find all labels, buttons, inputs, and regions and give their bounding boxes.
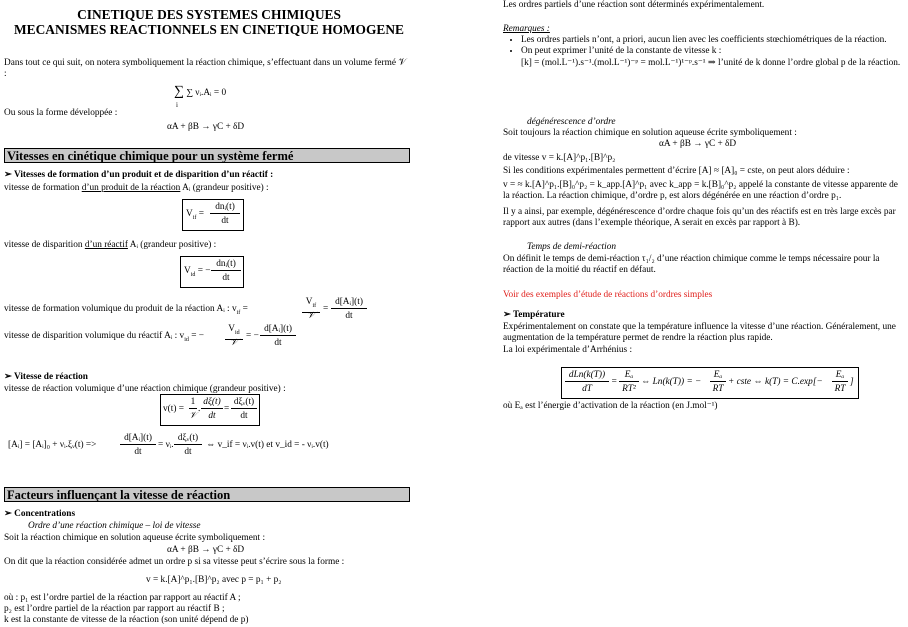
conc-eq-f2-den: dt (184, 447, 192, 457)
volumic-disparition-text: vitesse de disparition volumique du réactif Aᵢ : v (4, 331, 185, 341)
examples-link[interactable]: Voir des exemples d’étude de réactions d’ordres simples (503, 290, 713, 300)
arrhenius-end: ] (850, 377, 854, 387)
remark-2 (521, 46, 905, 69)
subheading-reaction-rate: ➢ Vitesse de réaction (4, 372, 88, 382)
formation-eq-denominator: dt (221, 216, 229, 226)
arrhenius-f1-den: dT (582, 384, 592, 394)
formation-post: Aᵢ (grandeur positive) : (180, 183, 269, 193)
arrhenius-f2-num: Eₐ (619, 370, 639, 382)
developed-label: Ou sous la forme développée : (4, 108, 118, 118)
degeneracy-text-4: Il y a ainsi, par exemple, dégénérescence d’ordre chaque fois qu’un des réactifs est en très large excès par rapport aux autres (dans l’exemple théorique, A serait en excès par rapport à B). (503, 207, 896, 229)
arrhenius-mid-2: + cste ⇔ k(T) = C.exp[− (728, 377, 823, 387)
arrhenius-equation-box: dLn(k(T)) dT = Eₐ RT² ⇔ Ln(k(T)) = − Eₐ RT + cste ⇔ k(T) = C.exp[− Eₐ RT ] (561, 367, 859, 399)
remark-2-line-1: On peut exprimer l’unité de la constante de vitesse k : (521, 46, 722, 57)
volumic-disparition-sub: id (184, 336, 189, 343)
where-line-3: k est la constante de vitesse de la réaction (son unité dépend de p) (4, 615, 249, 625)
remark-1: • Les ordres partiels n’ont, a priori, aucun lien avec les coefficients stœchiométriques de la réaction. (521, 35, 905, 46)
vol-formation-num2: d[Aᵢ](t) (331, 297, 367, 309)
arrhenius-f2-den: RT² (622, 384, 636, 394)
disparition-underlined: d’un réactif (84, 240, 128, 250)
formation-eq-numerator: dnᵢ(t) (210, 202, 240, 214)
formation-underlined: d’un produit de la réaction (81, 183, 181, 193)
half-life-text: On définit le temps de demi-réaction τ₁/₂ d’une réaction chimique comme le temps nécessaire pour la réaction de la moitié du réactif en défaut. (503, 254, 880, 276)
subheading-order-law: Ordre d’une réaction chimique – loi de vitesse (28, 521, 201, 531)
temperature-text-2: La loi expérimentale d’Arrhénius : (503, 345, 633, 355)
conc-eq-f1-den: dt (134, 447, 142, 457)
arrhenius-mid-1: ⇔ Ln(k(T)) = − (641, 377, 702, 387)
vol-disparition-den1: 𝒱 (230, 338, 238, 348)
where-line-2: p₂ est l’ordre partiel de la réaction par rapport au réactif B ; (4, 604, 225, 614)
half-life-title: Temps de demi-réaction (527, 242, 616, 252)
degeneracy-text-1: Soit toujours la réaction chimique en solution aqueuse écrite symboliquement : (503, 128, 797, 138)
formation-equation-box: $V_{if}$ = dnᵢ(t) dt (182, 199, 244, 231)
conc-eq-right: ⇔ v_if = νᵢ.v(t) et v_id = - νᵢ.v(t) (206, 440, 329, 450)
equation-sum-text: ∑ νᵢ.Aᵢ = 0 (186, 88, 227, 98)
title-line-2: MECANISMES REACTIONNELS EN CINETIQUE HOMOGENE (14, 22, 404, 37)
disparition-eq-sub: id (190, 271, 196, 278)
concentrations-text-1: Soit la réaction chimique en solution aqueuse écrite symboliquement : (4, 533, 266, 543)
rate-eq-f1-num: 1 (189, 397, 197, 409)
formation-pre: vitesse de formation (4, 183, 82, 193)
conc-eq-f2-num: dξᵥ(t) (174, 433, 202, 445)
degeneracy-rate: de vitesse v = k.[A]^p₁.[B]^p₂ (503, 153, 616, 163)
degeneracy-text-3: v = ≈ k.[A]^p₁.[B]₀^p₂ = k_app.[A]^p₁ avec k_app = k.[B]₀^p₂ appelé la constante de vitesse apparente de la réaction. La réaction chimique, d’ordre p, est alors dégénérée en une réaction d’ordre p₁. (503, 180, 898, 202)
arrhenius-f3-num: Eₐ (710, 370, 726, 382)
equation-sum: ∑ ∑ νᵢ.Aᵢ = 0 (174, 84, 227, 99)
disparition-rate-text (4, 240, 216, 251)
reaction-rate-box: v(t) = 1 𝒱 . dξ(t) dt = dξᵥ(t) dt (160, 394, 260, 426)
arrhenius-f4-num: Eₐ (832, 370, 848, 382)
vol-disparition-num2: d[Aᵢ](t) (260, 324, 296, 336)
concentrations-reaction: αA + βB → γC + δD (167, 545, 245, 555)
section-heading-1: Vitesses en cinétique chimique pour un système fermé (4, 148, 410, 163)
vol-formation-num1-sub: if (312, 302, 317, 309)
subheading-formation-disparition: ➢ Vitesses de formation d’un produit et de disparition d’un réactif : (4, 170, 274, 180)
volumic-formation-line: vitesse de formation volumique du produit de la réaction Aᵢ : $v_{if}$ = (4, 304, 248, 316)
activation-energy-text: où Eₐ est l’énergie d’activation de la réaction (en J.mol⁻¹) (503, 401, 718, 411)
vol-disparition-den2: dt (274, 338, 282, 348)
reaction-rate-text: vitesse de réaction volumique d’une réaction chimique (grandeur positive) : (4, 384, 286, 394)
arrhenius-f1-num: dLn(k(T)) (565, 370, 609, 382)
disparition-eq-lhs: V (184, 266, 191, 276)
rate-law: v = k.[A]^p₁.[B]^p₂ avec p = p₁ + p₂ (146, 575, 282, 585)
rate-eq-lhs: v(t) = (163, 404, 184, 414)
formation-eq-sub: if (192, 214, 197, 221)
remark-2-line-2: [k] = (mol.L⁻¹).s⁻¹.(mol.L⁻¹)⁻ᵖ = mol.L⁻¹)¹⁻ᵖ.s⁻¹ ⇒ l’unité de k donne l’ordre global p de la réaction. (521, 57, 901, 68)
disparition-pre: vitesse de disparition (4, 240, 85, 250)
subheading-concentrations: ➢ Concentrations (4, 509, 76, 519)
equation-reaction: αA + βB → γC + δD (167, 122, 245, 132)
temperature-title: ➢ Température (503, 310, 565, 320)
volumic-formation-sub: if (236, 309, 241, 316)
vol-disparition-num1-text: V (228, 324, 236, 334)
disparition-equation-box: $V_{id}$ = − dnᵢ(t) dt (180, 256, 244, 288)
remarks-bullets (503, 35, 905, 69)
rate-eq-f1-den: 𝒱 (189, 411, 197, 421)
conc-eq-mid: = νᵢ. (158, 440, 174, 450)
temperature-text-1: Expérimentalement on constate que la température influence la vitesse d’une réaction. Généralement, une augmentation de la température permet de rendre la réaction plus rapide. (503, 322, 896, 344)
section-heading-2: Facteurs influençant la vitesse de réaction (4, 487, 410, 502)
volumic-disparition-line: vitesse de disparition volumique du réactif Aᵢ : $v_{id}$ = − (4, 331, 205, 343)
vol-formation-den1: 𝒱 (307, 311, 315, 321)
rate-eq-f3-num: dξᵥ(t) (231, 397, 257, 409)
vol-disparition-num1-sub: id (235, 329, 240, 336)
degeneracy-text-2: Si les conditions expérimentales permettent d’écrire [A] ≈ [A]₀ = cste, on peut alors déduire : (503, 166, 850, 176)
rate-eq-f2-den: dt (208, 411, 216, 421)
degeneracy-title: dégénérescence d’ordre (527, 117, 616, 127)
formation-eq-lhs: V (186, 209, 193, 219)
rate-eq-f2-num: dξ(t) (201, 397, 223, 409)
arrhenius-f3-den: RT (712, 384, 724, 394)
volumic-formation-text: vitesse de formation volumique du produit de la réaction Aᵢ : v (4, 304, 237, 314)
disparition-eq-numerator: dnᵢ(t) (211, 259, 241, 271)
remarks-list (503, 35, 905, 69)
concentrations-text-2: On dit que la réaction considérée admet un ordre p si sa vitesse peut s’écrire sous la forme : (4, 557, 345, 567)
partial-orders-text: Les ordres partiels d’une réaction sont déterminés expérimentalement. (503, 0, 765, 10)
title-line-1: CINETIQUE DES SYSTEMES CHIMIQUES (77, 7, 341, 22)
disparition-eq-denominator: dt (222, 273, 230, 283)
intro-text: Dans tout ce qui suit, on notera symboliquement la réaction chimique, s’effectuant dans un volume fermé 𝒱 : (4, 58, 407, 80)
arrhenius-f4-den: RT (834, 384, 846, 394)
rate-eq-f3-den: dt (240, 411, 248, 421)
degeneracy-reaction: αA + βB → γC + δD (659, 139, 737, 149)
equation-sum-index: i (176, 101, 178, 109)
vol-disparition-equals: = − (246, 331, 259, 341)
remarks-title: Remarques : (503, 24, 550, 34)
formation-rate-text (4, 183, 269, 194)
vol-formation-num1-text: V (305, 297, 313, 307)
disparition-post: Aᵢ (grandeur positive) : (127, 240, 217, 250)
vol-formation-den2: dt (345, 311, 353, 321)
conc-eq-f1-num: d[Aᵢ](t) (120, 433, 156, 445)
vol-formation-equals: = (323, 304, 329, 314)
where-line-1: où : p₁ est l’ordre partiel de la réaction par rapport au réactif A ; (4, 593, 241, 603)
concentration-eq-left: [Aᵢ] = [Aᵢ]₀ + νᵢ.ξᵥ(t) => (8, 440, 97, 450)
